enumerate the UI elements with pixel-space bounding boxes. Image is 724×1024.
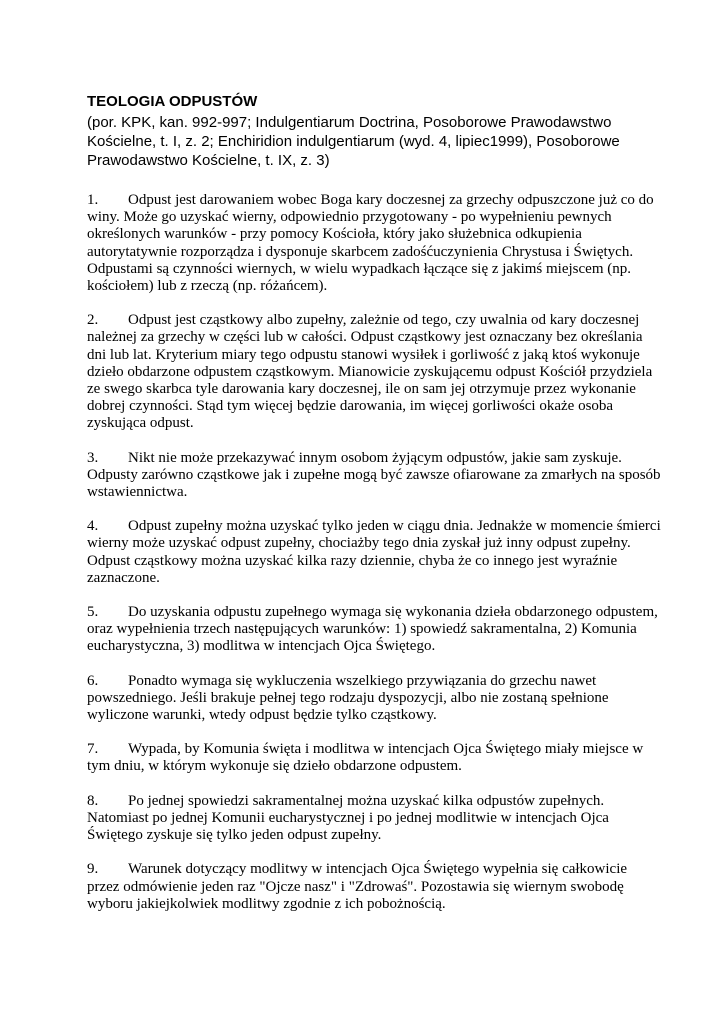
paragraph-number: 2. (87, 312, 99, 329)
document-title: TEOLOGIA ODPUSTÓW (87, 93, 258, 110)
paragraph-number: 1. (87, 192, 99, 208)
paragraph (87, 450, 662, 502)
paragraph-text: Warunek dotyczący modlitwy w intencjach Ojca Świętego wypełnia się całkowicie przez odmówienie jeden raz "Ojcze nasz" i "Zdrowaś". Pozostawia się wiernym swobodę wyboru jakiejkolwiek modlitwy zgodnie z ich pobożnością. (87, 861, 628, 912)
paragraph-number: 3. (87, 449, 99, 466)
paragraph-text: Do uzyskania odpustu zupełnego wymaga się wykonania dzieła obdarzonego odpustem, oraz wypełnienia trzech następujących warunków: 1) spowiedź sakramentalna, 2) Komunia eucharystyczna, 3) modlitwa w intencjach Ojca Świętego. (87, 604, 658, 655)
paragraph (87, 518, 662, 587)
paragraph (87, 604, 662, 656)
paragraph-text: Odpust jest darowaniem wobec Boga kary doczesnej za grzechy odpuszczone już co do winy. Może go uzyskać wierny, odpowiednio przygotowany - po wypełnieniu pewnych określonych warunków - przy pomocy Kościoła, który jako służebnica odkupienia autorytatywnie rozporządza i dysponuje skarbcem zadośćuczynienia Chrystusa i Świętych. Odpustami są czynności wiernych, w wielu wypadkach łączące się z jakimś miejscem (np. kościołem) lub z rzeczą (np. różańcem). (87, 192, 654, 295)
paragraph (87, 741, 662, 775)
paragraph-text: Odpust jest cząstkowy albo zupełny, zależnie od tego, czy uwalnia od kary doczesnej należnej za grzechy w części lub w całości. Odpust cząstkowy jest oznaczany bez określania dni lub lat. Kryterium miary tego odpustu stanowi wysiłek i gorliwość z jaką ktoś wykonuje dzieło obdarzone odpustem cząstkowym. Mianowicie zyskującemu odpust Kościół przydziela ze swego skarbca tyle darowania kary doczesnej, ile on sam jej otrzymuje przez wykonanie dobrej czynności. Stąd tym więcej będzie darowania, im więcej gorliwości okaże osoba zyskująca odpust. (87, 312, 653, 432)
paragraph (87, 312, 662, 432)
paragraph-number: 7. (87, 741, 99, 758)
paragraph-text: Wypada, by Komunia święta i modlitwa w intencjach Ojca Świętego miały miejsce w tym dniu, w którym wykonuje się dzieło obdarzone odpustem. (87, 741, 644, 775)
paragraph-text: Po jednej spowiedzi sakramentalnej można uzyskać kilka odpustów zupełnych. Natomiast po jednej Komunii eucharystycznej i po jednej modlitwie w intencjach Ojca Świętego zyskuje się tylko jeden odpust zupełny. (87, 792, 609, 844)
paragraph (87, 793, 662, 845)
document-page (87, 92, 662, 930)
paragraph-number: 9. (87, 861, 99, 878)
document-references: (por. KPK, kan. 992-997; Indulgentiarum Doctrina, Posoborowe Prawodawstwo Kościelne, t. I, z. 2; Enchiridion indulgentiarum (wyd. 4, lipiec1999), Posoborowe Prawodawstwo Kościelne, t. IX, z. 3) (87, 114, 620, 169)
paragraph-number: 4. (87, 518, 99, 535)
paragraph (87, 192, 662, 295)
paragraph-number: 8. (87, 792, 99, 809)
paragraph-text: Odpust zupełny można uzyskać tylko jeden w ciągu dnia. Jednakże w momencie śmierci wierny może uzyskać odpust zupełny, chociażby tego dnia zyskał już inny odpust zupełny. Odpust cząstkowy można uzyskać kilka razy dziennie, chyba że co innego jest wyraźnie zaznaczone. (87, 518, 661, 586)
paragraph-text: Ponadto wymaga się wykluczenia wszelkiego przywiązania do grzechu nawet powszedniego. Jeśli brakuje pełnej tego rodzaju dyspozycji, albo nie zostaną spełnione wyliczone warunki, wtedy odpust będzie tylko cząstkowy. (87, 672, 609, 724)
paragraph (87, 861, 662, 913)
paragraph-text: Nikt nie może przekazywać innym osobom żyjącym odpustów, jakie sam zyskuje. Odpusty zarówno cząstkowe jak i zupełne mogą być zawsze ofiarowane za zmarłych na sposób wstawiennictwa. (87, 449, 661, 501)
paragraph-number: 6. (87, 672, 99, 689)
paragraph-number: 5. (87, 604, 99, 621)
paragraph (87, 673, 662, 725)
